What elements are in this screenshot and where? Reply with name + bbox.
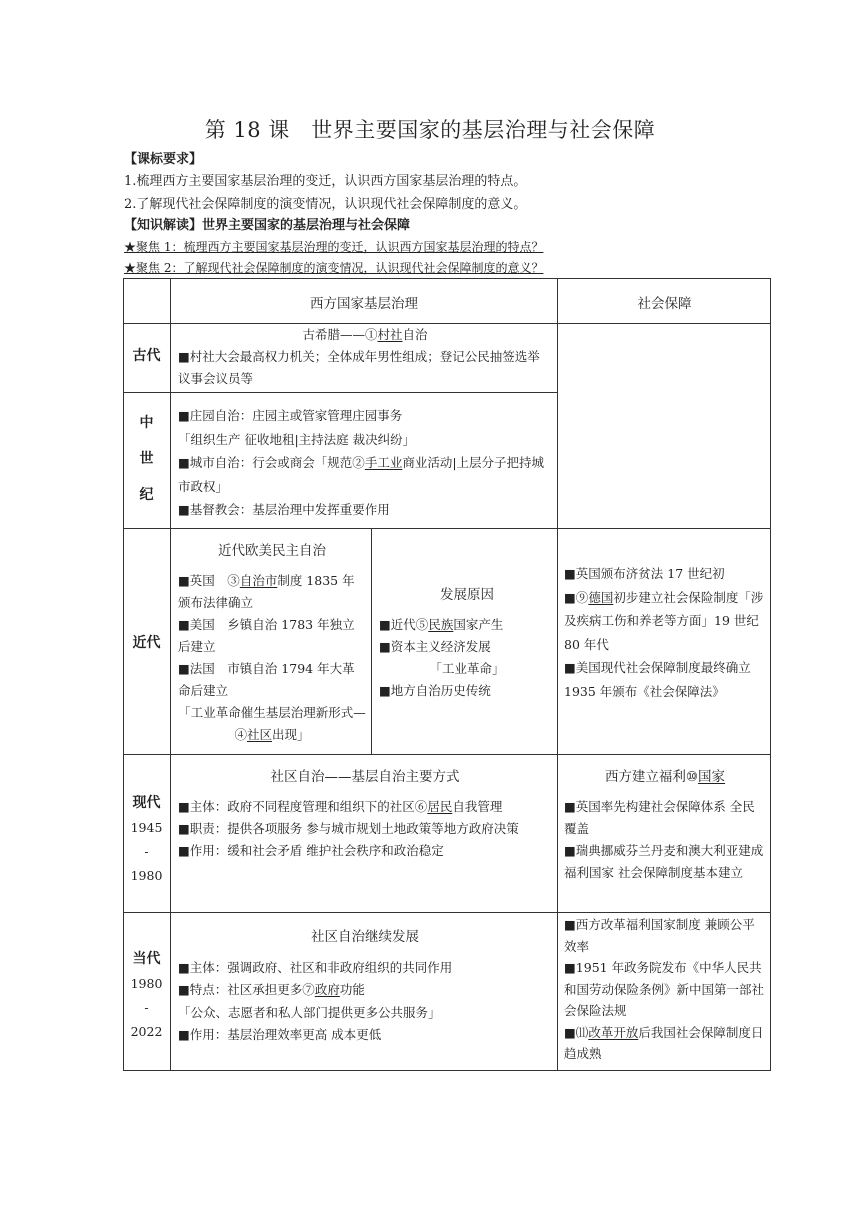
security-current-3: ■⑾改革开放后我国社会保障制度日趋成熟	[564, 1024, 764, 1061]
modern-community-note: 「工业革命催生基层治理新形式—④社区出现」	[178, 705, 366, 742]
current-head: 社区自治继续发展	[311, 929, 419, 945]
requirements-heading: 【课标要求】	[124, 152, 203, 167]
security-modern-3: ■美国现代社会保障制度最终确立 1935 年颁布《社会保障法》	[564, 660, 751, 699]
current-line-3: 「公众、志愿者和私人部门提供更多公共服务」	[178, 1004, 441, 1020]
modern-democracy	[178, 540, 366, 746]
current-line-4: ■作用：基层治理效率更高 成本更低	[178, 1027, 382, 1042]
modern-reasons	[379, 584, 555, 702]
modern-fr: ■法国 市镇自治 1794 年大革命后建立	[178, 661, 355, 698]
modern-security	[564, 562, 766, 703]
divider	[557, 278, 558, 1071]
reason-2: ■资本主义经济发展	[379, 639, 491, 654]
medieval-line-1: ■庄园自治：庄园主或管家管理庄园事务	[178, 408, 403, 423]
modern-us: ■美国 乡镇自治 1783 年独立后建立	[178, 617, 355, 654]
current-line-1: ■主体：强调政府、社区和非政府组织的共同作用	[178, 959, 453, 975]
medieval-line-3: ■城市自治：行会或商会「规范②手工业商业活动|上层分子把持城市政权」	[178, 455, 545, 494]
page-title: 第 18 课 世界主要国家的基层治理与社会保障	[204, 118, 656, 142]
current-line-2: ■特点：社区承担更多⑦政府功能	[178, 982, 365, 997]
current-governance	[178, 926, 552, 1047]
welfare-state-head: 西方建立福利⑩国家	[604, 769, 726, 785]
era-contemporary: 现代 1945 - 1980	[130, 795, 163, 883]
ancient-line-1: 古希腊——①村社自治	[302, 327, 428, 342]
divider	[123, 392, 557, 393]
ancient-content	[178, 324, 552, 390]
divider	[123, 528, 771, 529]
divider	[123, 912, 771, 913]
security-current-2: ■1951 年政务院发布《中华人民共和国劳动保险条例》新中国第一部社会保险法规	[564, 960, 765, 1018]
era-ancient: 古代	[132, 348, 161, 364]
contemporary-line-2: ■职责：提供各项服务 参与城市规划土地政策等地方政府决策	[178, 821, 519, 836]
current-security	[564, 914, 766, 1065]
contemporary-security	[564, 766, 766, 884]
col-header-governance: 西方国家基层治理	[310, 296, 418, 312]
divider	[170, 278, 171, 1071]
divider	[371, 528, 372, 754]
modern-reasons-head: 发展原因	[440, 587, 494, 603]
modern-uk: ■英国 ③自治市制度 1835 年颁布法律确立	[178, 573, 355, 610]
security-current-1: ■西方改革福利国家制度 兼顾公平效率	[564, 917, 755, 954]
requirement-item-2: 2.了解现代社会保障制度的演变情况，认识现代社会保障制度的意义。	[124, 197, 527, 212]
requirement-item-1: 1.梳理西方主要国家基层治理的变迁，认识西方国家基层治理的特点。	[124, 174, 527, 189]
knowledge-heading: 【知识解读】世界主要国家的基层治理与社会保障	[124, 218, 411, 233]
era-modern: 近代	[132, 635, 161, 651]
reason-1: ■近代⑤民族国家产生	[379, 617, 504, 632]
focus-2: ★聚焦 2：了解现代社会保障制度的演变情况，认识现代社会保障制度的意义？	[124, 261, 544, 275]
contemporary-line-1: ■主体：政府不同程度管理和组织下的社区⑥居民自我管理	[178, 799, 503, 814]
era-medieval: 中 世 纪	[139, 415, 154, 503]
contemporary-governance	[178, 766, 552, 862]
modern-democracy-head: 近代欧美民主自治	[218, 543, 326, 559]
security-contemporary-1: ■英国率先构建社会保障体系 全民覆盖	[564, 799, 755, 836]
security-modern-1: ■英国颁布济贫法 17 世纪初	[564, 566, 725, 581]
era-current: 当代 1980 - 2022	[130, 951, 163, 1039]
ancient-line-2: ■村社大会最高权力机关；全体成年男性组成；登记公民抽签选举议事会议员等	[178, 349, 540, 386]
reason-3: ■地方自治历史传统	[379, 683, 491, 698]
focus-1: ★聚焦 1：梳理西方主要国家基层治理的变迁，认识西方国家基层治理的特点？	[124, 240, 544, 254]
security-modern-2: ■⑨德国初步建立社会保险制度「涉及疾病工伤和养老等方面」19 世纪 80 年代	[564, 589, 764, 652]
col-header-security: 社会保障	[637, 296, 692, 312]
divider	[123, 754, 771, 755]
reason-2-note: 「工业革命」	[429, 661, 505, 676]
contemporary-line-3: ■作用：缓和社会矛盾 维护社会秩序和政治稳定	[178, 843, 444, 858]
security-contemporary-2: ■瑞典挪威芬兰丹麦和澳大利亚建成福利国家 社会保障制度基本建立	[564, 843, 764, 880]
medieval-content	[178, 404, 552, 522]
contemporary-head: 社区自治——基层自治主要方式	[270, 769, 460, 785]
medieval-line-2: 「组织生产 征收地租|主持法庭 裁决纠纷」	[178, 431, 416, 447]
medieval-line-4: ■基督教会：基层治理中发挥重要作用	[178, 502, 390, 517]
